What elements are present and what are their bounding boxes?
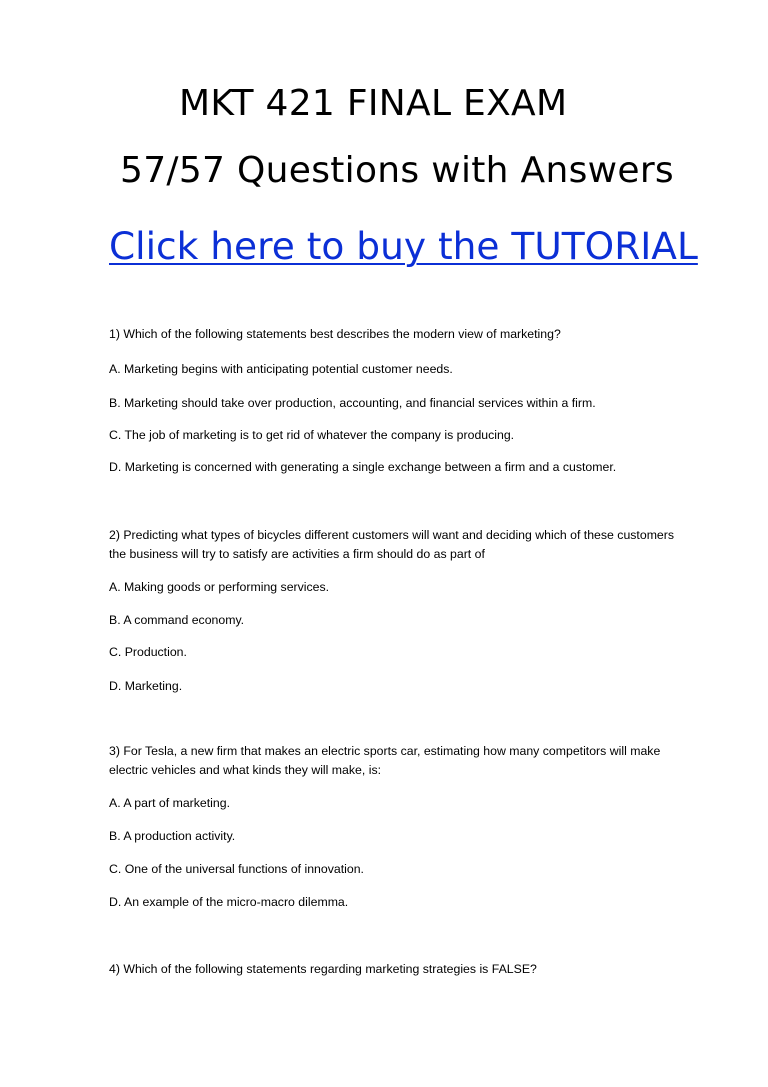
question-2-stem-line-1: 2) Predicting what types of bicycles different customers will want and deciding which of these customers (109, 528, 675, 542)
question-3-stem-line-1: 3) For Tesla, a new firm that makes an electric sports car, estimating how many competitors will make (109, 744, 661, 758)
buy-tutorial-link[interactable]: Click here to buy the TUTORIAL (109, 224, 698, 268)
question-1-option-c: C. The job of marketing is to get rid of whatever the company is producing. (109, 428, 515, 442)
question-1-option-d: D. Marketing is concerned with generating a single exchange between a firm and a customer. (109, 460, 617, 474)
exam-subtitle: 57/57 Questions with Answers (120, 150, 674, 191)
question-2-option-c: C. Production. (109, 645, 187, 659)
question-2-option-a: A. Making goods or performing services. (109, 580, 330, 594)
question-2-option-d: D. Marketing. (109, 679, 183, 693)
question-3-option-d: D. An example of the micro-macro dilemma. (109, 895, 349, 909)
question-2-option-b: B. A command economy. (109, 613, 245, 627)
question-2-stem-line-2: the business will try to satisfy are activities a firm should do as part of (109, 547, 485, 561)
question-1-option-b: B. Marketing should take over production, accounting, and financial services within a firm. (109, 396, 596, 410)
question-3-option-b: B. A production activity. (109, 829, 236, 843)
question-1-stem: 1) Which of the following statements best describes the modern view of marketing? (109, 327, 561, 341)
question-4-stem: 4) Which of the following statements regarding marketing strategies is FALSE? (109, 962, 537, 976)
question-3-option-c: C. One of the universal functions of innovation. (109, 862, 364, 876)
question-3-stem-line-2: electric vehicles and what kinds they will make, is: (109, 763, 382, 777)
exam-title: MKT 421 FINAL EXAM (179, 83, 568, 124)
question-3-option-a: A. A part of marketing. (109, 796, 230, 810)
question-1-option-a: A. Marketing begins with anticipating potential customer needs. (109, 362, 453, 376)
